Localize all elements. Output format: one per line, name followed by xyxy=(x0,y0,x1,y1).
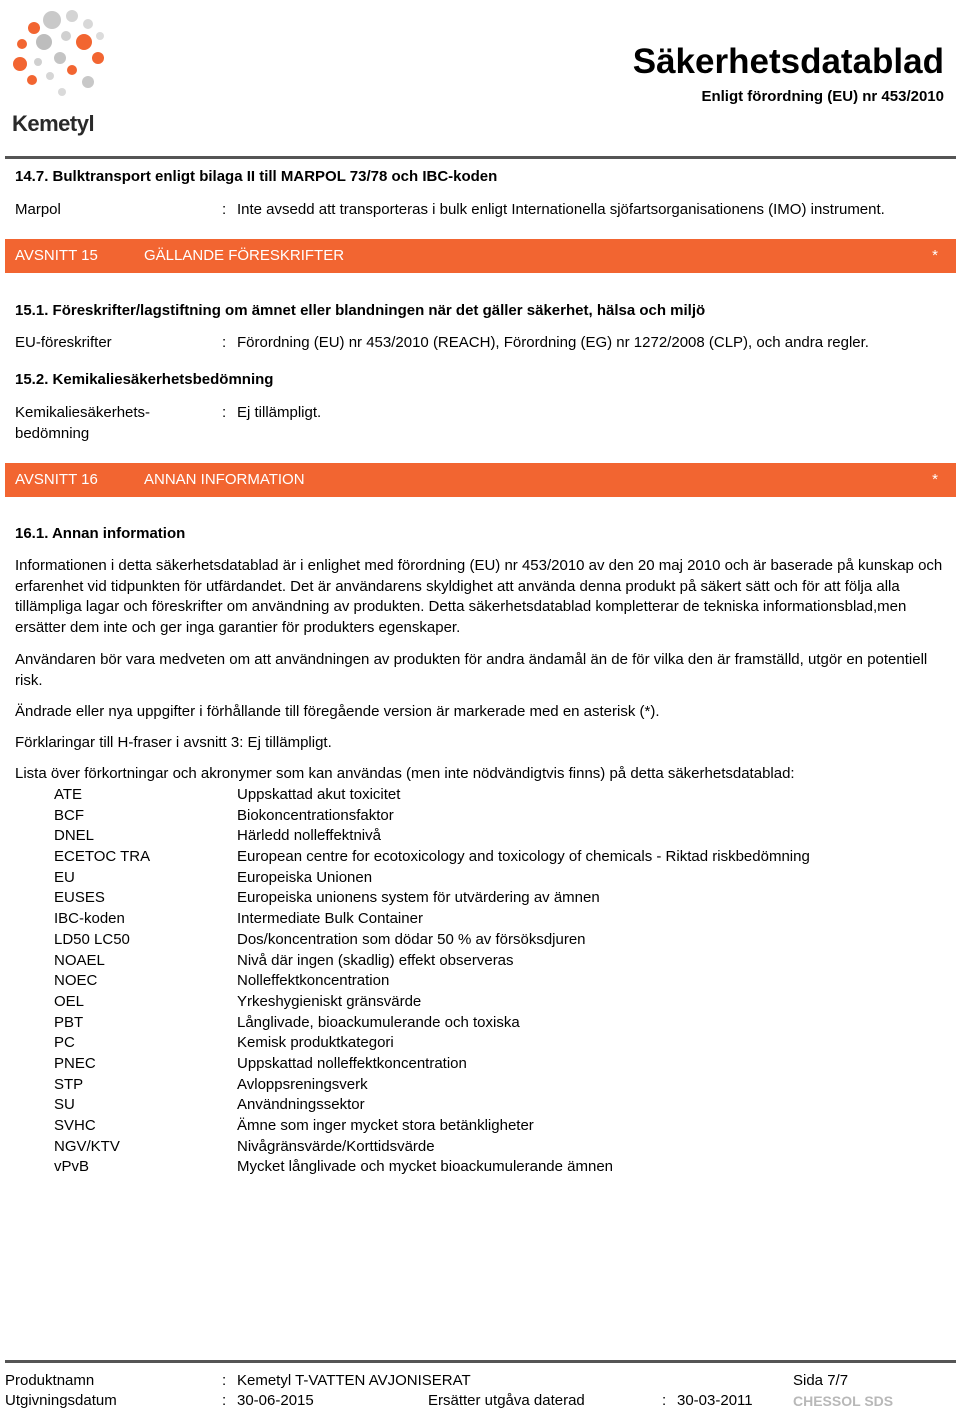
chemical-safety-value: Ej tillämpligt. xyxy=(237,404,322,421)
abbreviation-row xyxy=(54,1033,934,1054)
abbreviation-row xyxy=(54,1157,934,1178)
abbreviation-code: OEL xyxy=(54,992,85,1010)
abbreviation-code: NOEC xyxy=(54,972,98,990)
abbreviation-description: Avloppsreningsverk xyxy=(237,1075,368,1093)
abbreviation-description: Dos/koncentration som dödar 50 % av försöksdjuren xyxy=(237,930,586,948)
chemical-safety-label-line2: bedömning xyxy=(15,425,90,442)
abbreviation-code: PNEC xyxy=(54,1054,96,1072)
issue-date-value: 30-06-2015 xyxy=(237,1392,314,1409)
section-16-title: ANNAN INFORMATION xyxy=(144,471,305,488)
abbreviation-description: Användningssektor xyxy=(237,1096,365,1114)
subsection-16-1-heading: 16.1. Annan information xyxy=(15,525,186,542)
abbreviation-code: PC xyxy=(54,1034,75,1052)
abbreviation-code: EU xyxy=(54,868,75,886)
abbreviation-row xyxy=(54,1013,934,1034)
colon: : xyxy=(662,1392,667,1409)
abbreviation-description: Europeiska Unionen xyxy=(237,868,373,886)
section-15-title: GÄLLANDE FÖRESKRIFTER xyxy=(144,247,345,264)
replaces-value: 30-03-2011 xyxy=(677,1392,753,1409)
abbreviation-row xyxy=(54,1054,934,1075)
abbreviation-description: Kemisk produktkategori xyxy=(237,1034,394,1052)
abbreviation-code: ECETOC TRA xyxy=(54,848,151,866)
marpol-value: Inte avsedd att transporteras i bulk enligt Internationella sjöfartsorganisationens (IMO) instrument. xyxy=(237,201,885,218)
section-16-bar xyxy=(5,463,956,497)
abbreviation-row xyxy=(54,888,934,909)
abbreviation-code: STP xyxy=(54,1075,84,1093)
chemical-safety-label-line1: Kemikaliesäkerhets- xyxy=(15,404,151,421)
sds-tag: CHESSOL SDS xyxy=(793,1393,894,1409)
other-info-paragraph-3: Ändrade eller nya uppgifter i förhållande till föregående version är markerade med en asterisk (*). xyxy=(15,703,660,720)
abbreviation-description: Biokoncentrationsfaktor xyxy=(237,806,394,824)
abbreviation-code: vPvB xyxy=(54,1158,90,1176)
abbreviation-row xyxy=(54,951,934,972)
colon: : xyxy=(222,1372,227,1389)
abbreviation-description: Europeiska unionens system för utvärdering av ämnen xyxy=(237,889,600,907)
abbreviation-code: SU xyxy=(54,1096,75,1114)
h-phrases-note: Förklaringar till H-fraser i avsnitt 3: Ej tillämpligt. xyxy=(15,734,332,751)
abbreviation-description: Intermediate Bulk Container xyxy=(237,910,423,928)
abbreviation-description: Uppskattad akut toxicitet xyxy=(237,786,401,803)
other-info-paragraph-2: Användaren bör vara medveten om att användningen av produkten för andra ändamål än de för vilka den är framställd, utgör en potentiell risk. xyxy=(15,651,928,689)
abbreviation-code: PBT xyxy=(54,1013,84,1031)
eu-regulations-label: EU-föreskrifter xyxy=(15,334,112,351)
section-15-number: AVSNITT 15 xyxy=(15,247,98,264)
abbreviation-row xyxy=(54,785,934,806)
abbreviation-row xyxy=(54,826,934,847)
abbreviation-row xyxy=(54,992,934,1013)
document-subtitle: Enligt förordning (EU) nr 453/2010 xyxy=(701,88,944,105)
abbreviation-description: Mycket långlivade och mycket bioackumulerande ämnen xyxy=(237,1158,614,1176)
abbreviations-intro: Lista över förkortningar och akronymer som kan användas (men inte nödvändigtvis finns) på detta säkerhetsdatablad: xyxy=(15,765,795,782)
abbreviation-row xyxy=(54,909,934,930)
abbreviation-code: LD50 LC50 xyxy=(54,930,130,948)
abbreviation-row xyxy=(54,1116,934,1137)
abbreviation-row xyxy=(54,971,934,992)
abbreviation-description: Ämne som inger mycket stora betänkligheter xyxy=(237,1117,534,1134)
colon: : xyxy=(222,1392,227,1409)
kemetyl-logo-mark xyxy=(10,6,110,106)
abbreviation-description: Härledd nolleffektnivå xyxy=(237,827,381,845)
subsection-15-1-heading: 15.1. Föreskrifter/lagstiftning om ämnet eller blandningen när det gäller säkerhet, hälsa och miljö xyxy=(15,302,706,319)
brand-logo-text: Kemetyl xyxy=(12,111,95,136)
abbreviation-code: DNEL xyxy=(54,827,95,845)
abbreviation-code: NGV/KTV xyxy=(54,1137,120,1155)
header-divider xyxy=(5,156,956,159)
replaces-label: Ersätter utgåva daterad xyxy=(428,1392,585,1409)
abbreviation-row xyxy=(54,1095,934,1116)
colon: : xyxy=(222,201,227,218)
abbreviation-row xyxy=(54,930,934,951)
eu-regulations-value: Förordning (EU) nr 453/2010 (REACH), Förordning (EG) nr 1272/2008 (CLP), och andra regler. xyxy=(237,334,869,351)
changed-asterisk: * xyxy=(932,247,938,264)
abbreviation-description: Långlivade, bioackumulerande och toxiska xyxy=(237,1013,520,1031)
subsection-15-2-heading: 15.2. Kemikaliesäkerhetsbedömning xyxy=(15,371,274,388)
abbreviation-description: Nivå där ingen (skadlig) effekt observeras xyxy=(237,951,514,969)
marpol-label: Marpol xyxy=(15,201,61,218)
abbreviation-description: Yrkeshygieniskt gränsvärde xyxy=(237,992,422,1010)
document-title: Säkerhetsdatablad xyxy=(632,42,944,81)
page-number: Sida 7/7 xyxy=(793,1372,849,1389)
abbreviation-row xyxy=(54,1075,934,1096)
other-info-paragraph-1: Informationen i detta säkerhetsdatablad är i enlighet med förordning (EU) nr 453/2010 av den 20 maj 2010 och är baserade på kunskap och erfarenhet vid tidpunkten för utfärdandet. Det är användarens skyldighet att använda denna produkt på säkert sätt och för att följa alla tillämpliga lagar och föreskrifter om användning av produkten. Detta säkerhetsdatablad kompletterar de tekniska informationsblad,men ersätter dem inte och ger inga garantier för produkters egenskaper. xyxy=(15,557,943,637)
abbreviation-description: Uppskattad nolleffektkoncentration xyxy=(237,1054,467,1072)
abbreviation-description: Nivågränsvärde/Korttidsvärde xyxy=(237,1137,435,1155)
changed-asterisk: * xyxy=(932,471,938,488)
product-name-value: Kemetyl T-VATTEN AVJONISERAT xyxy=(237,1372,471,1389)
abbreviation-row xyxy=(54,806,934,827)
abbreviation-code: SVHC xyxy=(54,1117,96,1134)
issue-date-label: Utgivningsdatum xyxy=(5,1392,117,1409)
subsection-14-7-heading: 14.7. Bulktransport enligt bilaga II till MARPOL 73/78 och IBC-koden xyxy=(15,168,498,185)
abbreviation-code: NOAEL xyxy=(54,951,105,969)
abbreviation-code: IBC-koden xyxy=(54,910,125,928)
abbreviation-code: ATE xyxy=(54,786,83,803)
section-16-number: AVSNITT 16 xyxy=(15,471,98,488)
abbreviation-row xyxy=(54,868,934,889)
section-15-bar xyxy=(5,239,956,273)
product-name-label: Produktnamn xyxy=(5,1372,95,1389)
colon: : xyxy=(222,404,227,421)
footer-divider xyxy=(5,1360,956,1363)
abbreviation-row xyxy=(54,1137,934,1158)
abbreviations-list xyxy=(54,785,934,1178)
colon: : xyxy=(222,334,227,351)
abbreviation-row xyxy=(54,847,934,868)
abbreviation-code: EUSES xyxy=(54,889,105,907)
abbreviation-code: BCF xyxy=(54,806,84,824)
abbreviation-description: European centre for ecotoxicology and toxicology of chemicals - Riktad riskbedömning xyxy=(237,848,810,866)
abbreviation-description: Nolleffektkoncentration xyxy=(237,972,390,990)
